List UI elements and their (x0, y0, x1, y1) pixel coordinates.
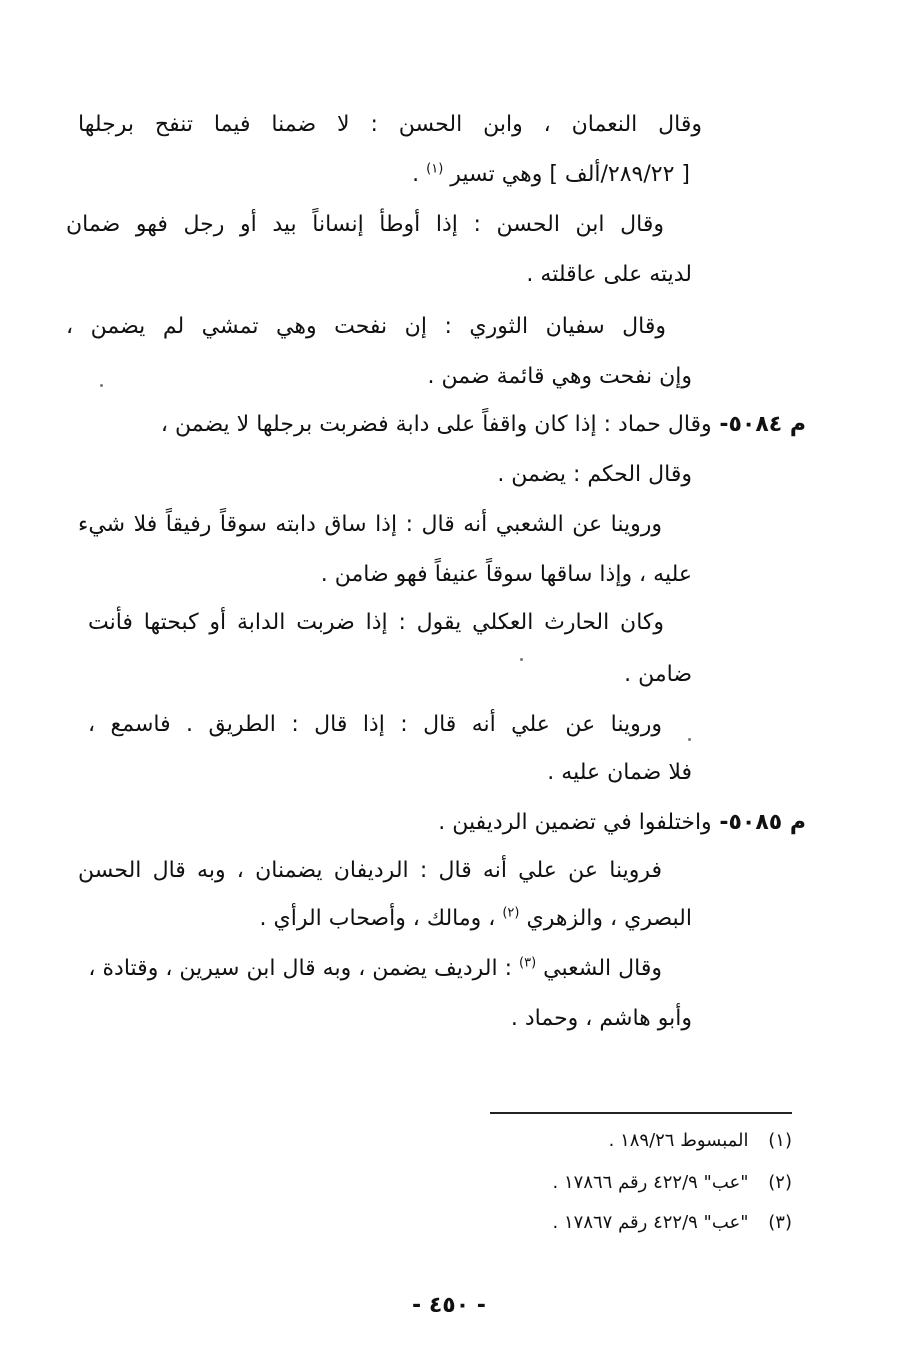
text-line: عليه ، وإذا ساقها سوقاً عنيفاً فهو ضامن . (320, 562, 692, 587)
text-line: وقال سفيان الثوري : إن نفحت وهي تمشي لم يضمن ، (66, 314, 666, 339)
text-line: وروينا عن الشعبي أنه قال : إذا ساق دابته سوقاً رفيقاً فلا شيء (78, 512, 662, 537)
section-number: م ٥٠٨٥- (711, 810, 806, 835)
text-line: م ٥٠٨٥- واختلفوا في تضمين الرديفين . (438, 810, 806, 835)
page-number: - ٤٥٠ - (412, 1293, 486, 1318)
text-line: فلا ضمان عليه . (547, 760, 692, 785)
footnote: (٣) "عب" ٤٢٢/٩ رقم ١٧٨٦٧ . (552, 1212, 792, 1233)
text-line: البصري ، والزهري $^{(٢)}$ ، ومالك ، وأصحاب الرأي . (259, 905, 692, 931)
text-line: وكان الحارث العكلي يقول : إذا ضربت الدابة أو كبحتها فأنت (88, 610, 664, 635)
scan-speck (688, 738, 691, 741)
footnote-mark: (٣) (768, 1212, 792, 1233)
footnote-separator (490, 1112, 792, 1114)
text-line: فروينا عن علي أنه قال : الرديفان يضمنان ، وبه قال الحسن (78, 858, 662, 883)
footnote-mark: (٢) (768, 1172, 792, 1193)
scan-speck (520, 658, 523, 661)
text-line: وقال ابن الحسن : إذا أوطأ إنساناً بيد أو رجل فهو ضمان (66, 212, 664, 237)
footnote-ref: (٣) (519, 955, 537, 971)
footnote: (٢) "عب" ٤٢٢/٩ رقم ١٧٨٦٦ . (552, 1172, 792, 1193)
text-line: وروينا عن علي أنه قال : إذا قال : الطريق . فاسمع ، (88, 712, 662, 737)
section-number: م ٥٠٨٤- (711, 412, 806, 437)
text-line: وقال الشعبي $^{(٣)}$ : الرديف يضمن ، وبه قال ابن سيرين ، وقتادة ، (88, 955, 662, 981)
footnote: (١) المبسوط ١٨٩/٢٦ . (608, 1130, 792, 1151)
scan-speck (100, 384, 103, 387)
footnote-ref: (١) (426, 161, 444, 177)
text-line: [ ٢٨٩/٢٢/ألف ] وهي تسير $^{(١)}$ . (412, 161, 690, 187)
text-line: م ٥٠٨٤- وقال حماد : إذا كان واقفاً على دابة فضربت برجلها لا يضمن ، (160, 412, 806, 437)
text-line: وقال النعمان ، وابن الحسن : لا ضمنا فيما تنفح برجلها (78, 112, 702, 137)
footnote-ref: (٢) (502, 905, 520, 921)
text-line: لديته على عاقلته . (526, 262, 692, 287)
text-line: وأبو هاشم ، وحماد . (510, 1006, 692, 1031)
footnote-mark: (١) (768, 1130, 792, 1151)
text-line: ضامن . (624, 662, 692, 687)
text-line: وقال الحكم : يضمن . (497, 462, 692, 487)
text-line: وإن نفحت وهي قائمة ضمن . (427, 364, 692, 389)
